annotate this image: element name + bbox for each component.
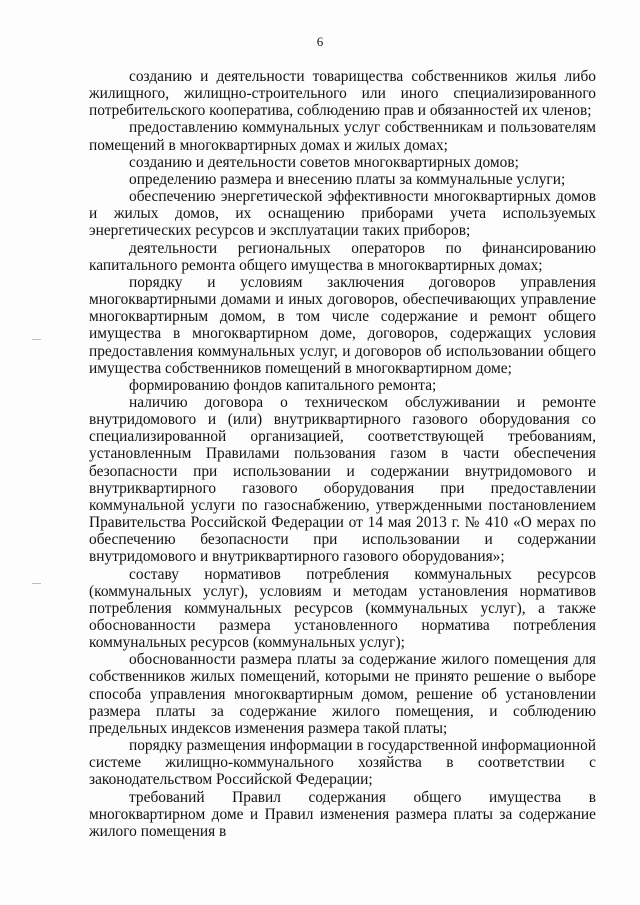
paragraph: созданию и деятельности советов многоквартирных домов;	[129, 153, 519, 171]
margin-mark	[32, 339, 41, 340]
page-number: 6	[316, 34, 324, 49]
paragraph: определению размера и внесению платы за коммунальные услуги;	[129, 170, 566, 188]
margin-mark	[32, 583, 41, 584]
paragraph: порядку размещения информации в государственной информационной системе жилищно-коммунального хозяйства в соответствии с законодательством Российской Федерации;	[89, 737, 596, 789]
paragraph: предоставлению коммунальных услуг собственникам и пользователям помещений в многоквартирных домах и жилых домах;	[89, 119, 596, 154]
paragraph: обоснованности размера платы за содержание жилого помещения для собственников жилых помещений, которыми не принято решение о выборе способа управления многоквартирным домом, решение об установлении размера платы за содержание жилого помещения, и соблюдению предельных индексов изменения размера такой платы;	[89, 651, 596, 737]
paragraph: деятельности региональных операторов по финансированию капитального ремонта общего имущества в многоквартирных домах;	[89, 239, 596, 274]
paragraph: созданию и деятельности товарищества собственников жилья либо жилищного, жилищно-строительного или иного специализированного потребительского кооператива, соблюдению прав и обязанностей их членов;	[89, 68, 596, 120]
paragraph: наличию договора о техническом обслуживании и ремонте внутридомового и (или) внутриквартирного газового оборудования со специализированной организацией, соответствующей требованиям, установленным Правилами пользования газом в части обеспечения безопасности при использовании и содержании внутридомового и внутриквартирного газового оборудования при предоставлении коммунальной услуги по газоснабжению, утвержденными постановлением Правительства Российской Федерации от 14 мая 2013 г. № 410 «О мерах по обеспечению безопасности при использовании и содержании внутридомового и внутриквартирного газового оборудования»;	[89, 393, 596, 566]
paragraph: формированию фондов капитального ремонта;	[129, 376, 437, 394]
paragraph: требований Правил содержания общего имущества в многоквартирном доме и Правил изменения размера платы за содержание жилого помещения в	[89, 788, 596, 840]
document-body	[89, 68, 596, 840]
paragraph: порядку и условиям заключения договоров управления многоквартирными домами и иных договоров, обеспечивающих управление многоквартирным домом, в том числе содержание и ремонт общего имущества в многоквартирном доме, договоров, содержащих условия предоставления коммунальных услуг, и договоров об использовании общего имущества собственников помещений в многоквартирном доме;	[89, 273, 596, 377]
paragraph: составу нормативов потребления коммунальных ресурсов (коммунальных услуг), условиям и методам установления нормативов потребления коммунальных ресурсов (коммунальных услуг), а также обоснованности размера установленного норматива потребления коммунальных ресурсов (коммунальных услуг);	[89, 565, 596, 652]
paragraph: обеспечению энергетической эффективности многоквартирных домов и жилых домов, их оснащению приборами учета используемых энергетических ресурсов и эксплуатации таких приборов;	[89, 188, 596, 240]
